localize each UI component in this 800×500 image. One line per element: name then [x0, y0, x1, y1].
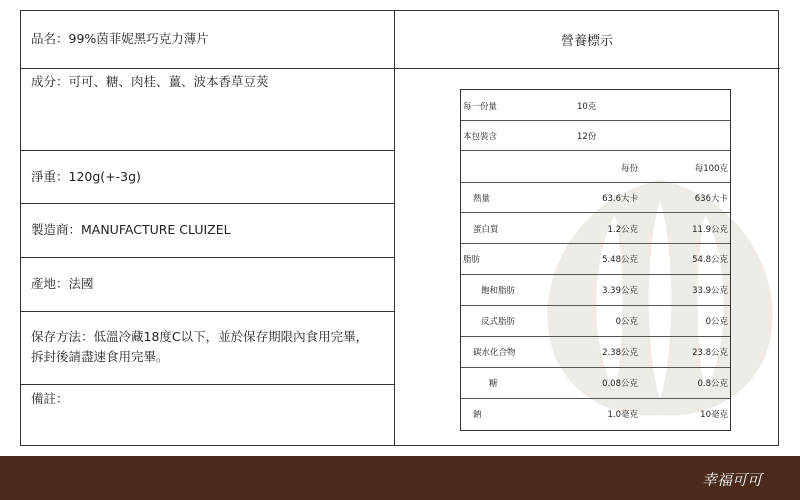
nutrient-name: 熱量 — [473, 194, 491, 204]
table-row-divider — [461, 398, 730, 399]
nutrient-per-serving: 2.38公克 — [602, 348, 638, 358]
nutrient-per-100g: 10毫克 — [700, 410, 728, 420]
nutrient-name: 飽和脂肪 — [481, 286, 516, 296]
brand-logo — [692, 464, 772, 494]
table-row-divider — [461, 243, 730, 244]
nutrient-per-serving: 1.2公克 — [607, 225, 638, 235]
notes: 備註： — [31, 391, 69, 406]
product-name: 品名：99%茵菲妮黑巧克力薄片 — [31, 31, 209, 46]
serving-size-label: 每一份量 — [463, 102, 498, 112]
nutrient-per-100g: 33.9公克 — [692, 286, 728, 296]
nutrient-per-100g: 636大卡 — [694, 194, 728, 204]
nutrition-table — [460, 89, 731, 431]
nutrient-name: 脂肪 — [463, 255, 481, 265]
nutrient-per-serving: 5.48公克 — [602, 255, 638, 265]
servings-per-package-value: 12份 — [577, 132, 597, 142]
storage-line-1: 保存方法：低溫冷藏18度C以下，並於保存期限內食用完畢， — [31, 329, 369, 344]
logo-text: 幸福可可 — [701, 471, 763, 489]
table-row-divider — [461, 120, 730, 121]
storage-line-2: 拆封後請盡速食用完畢。 — [31, 349, 169, 364]
table-row-divider — [461, 336, 730, 337]
title-divider — [394, 68, 780, 69]
nutrient-per-serving: 3.39公克 — [602, 286, 638, 296]
ingredients: 成分：可可、糖、肉桂、薑、波本香草豆莢 — [31, 74, 269, 89]
row-divider — [21, 257, 394, 258]
nutrient-per-100g: 11.9公克 — [692, 225, 728, 235]
nutrient-per-serving: 0.08公克 — [602, 379, 638, 389]
nutrient-per-serving: 1.0毫克 — [607, 410, 638, 420]
row-divider — [21, 150, 394, 151]
manufacturer: 製造商：MANUFACTURE CLUIZEL — [31, 222, 231, 237]
table-row-divider — [461, 367, 730, 368]
nutrient-per-serving: 63.6大卡 — [602, 194, 638, 204]
storage-method — [31, 327, 368, 367]
nutrient-per-serving: 0公克 — [615, 317, 638, 327]
table-row-divider — [461, 150, 730, 151]
nutrient-name: 反式脂肪 — [481, 317, 516, 327]
table-row-divider — [461, 212, 730, 213]
footer-bar — [0, 456, 800, 500]
row-divider — [21, 68, 394, 69]
servings-per-package-label: 本包裝含 — [463, 132, 498, 142]
nutrition-title: 營養標示 — [560, 34, 613, 49]
nutrient-per-100g: 0公克 — [705, 317, 728, 327]
serving-size-value: 10克 — [577, 102, 597, 112]
nutrient-per-100g: 0.8公克 — [697, 379, 728, 389]
nutrient-name: 蛋白質 — [473, 225, 499, 235]
row-divider — [21, 384, 394, 385]
table-row-divider — [461, 305, 730, 306]
table-row-divider — [461, 182, 730, 183]
nutrient-per-100g: 54.8公克 — [692, 255, 728, 265]
column-divider — [394, 11, 395, 445]
nutrient-name: 糖 — [489, 379, 498, 389]
row-divider — [21, 311, 394, 312]
net-weight: 淨重：120g(+-3g) — [31, 169, 141, 184]
column-header-per-serving: 每份 — [620, 164, 638, 174]
nutrient-name: 鈉 — [473, 410, 482, 420]
origin: 產地：法國 — [31, 276, 94, 291]
column-header-per-100g: 每100克 — [694, 164, 728, 174]
table-row-divider — [461, 274, 730, 275]
nutrient-name: 碳水化合物 — [473, 348, 516, 358]
nutrient-per-100g: 23.8公克 — [692, 348, 728, 358]
row-divider — [21, 203, 394, 204]
